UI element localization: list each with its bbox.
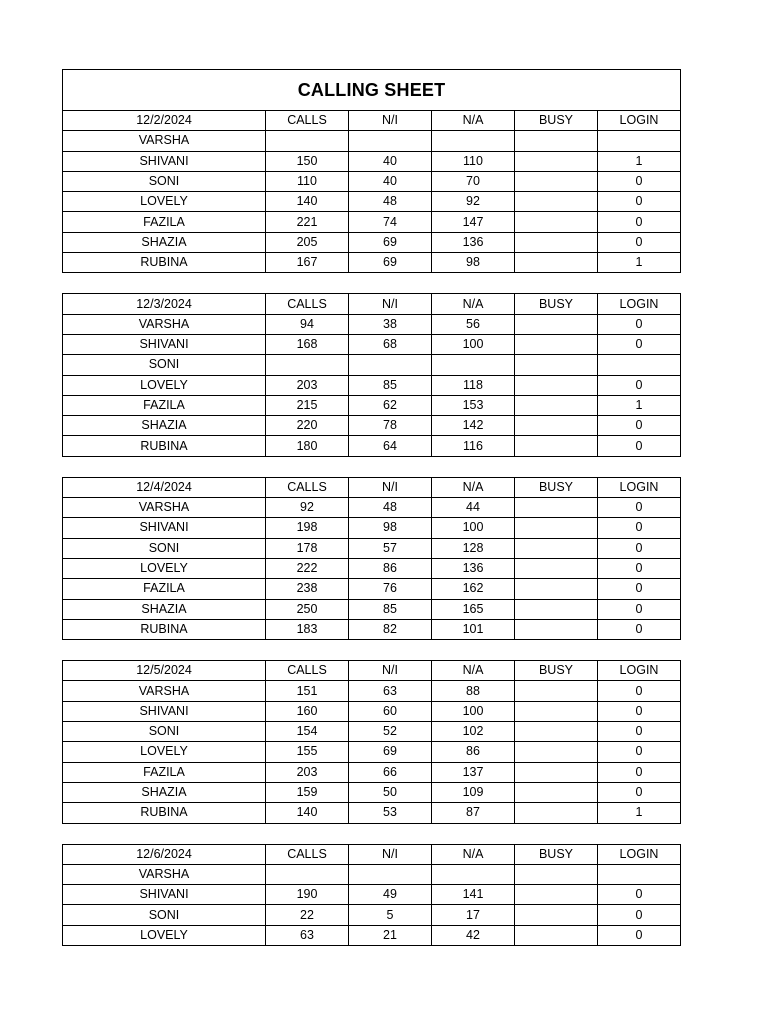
agent-name-cell: FAZILA [63, 762, 266, 782]
busy-cell [515, 355, 598, 375]
ni-cell: 62 [349, 395, 432, 415]
agent-name-cell: SONI [63, 171, 266, 191]
header-login: LOGIN [598, 844, 681, 864]
header-calls: CALLS [266, 294, 349, 314]
na-cell: 142 [432, 416, 515, 436]
agent-name-cell: RUBINA [63, 803, 266, 823]
na-cell: 56 [432, 314, 515, 334]
calls-cell: 190 [266, 885, 349, 905]
header-login: LOGIN [598, 661, 681, 681]
login-cell: 0 [598, 171, 681, 191]
table-row [63, 701, 681, 721]
calls-cell: 22 [266, 905, 349, 925]
agent-name-cell: VARSHA [63, 498, 266, 518]
busy-cell [515, 131, 598, 151]
sheet-title: CALLING SHEET [63, 70, 681, 111]
block-spacer [62, 273, 680, 293]
login-cell: 0 [598, 619, 681, 639]
header-calls: CALLS [266, 111, 349, 131]
agent-name-cell: SHAZIA [63, 599, 266, 619]
na-cell: 100 [432, 334, 515, 354]
agent-name-cell: SONI [63, 538, 266, 558]
na-cell [432, 355, 515, 375]
ni-cell [349, 355, 432, 375]
busy-cell [515, 701, 598, 721]
login-cell: 0 [598, 722, 681, 742]
table-row [63, 864, 681, 884]
table-row [63, 232, 681, 252]
header-ni: N/I [349, 661, 432, 681]
calls-cell [266, 131, 349, 151]
na-cell: 128 [432, 538, 515, 558]
busy-cell [515, 375, 598, 395]
table-row [63, 925, 681, 945]
busy-cell [515, 599, 598, 619]
calls-cell: 94 [266, 314, 349, 334]
table-row [63, 538, 681, 558]
day-block-table [62, 69, 681, 273]
date-cell: 12/5/2024 [63, 661, 266, 681]
header-ni: N/I [349, 477, 432, 497]
login-cell: 0 [598, 314, 681, 334]
header-na: N/A [432, 661, 515, 681]
agent-name-cell: SHAZIA [63, 782, 266, 802]
na-cell: 116 [432, 436, 515, 456]
table-row [63, 681, 681, 701]
busy-cell [515, 395, 598, 415]
header-row [63, 477, 681, 497]
table-row [63, 334, 681, 354]
login-cell: 0 [598, 599, 681, 619]
table-row [63, 212, 681, 232]
login-cell: 0 [598, 232, 681, 252]
calls-cell: 150 [266, 151, 349, 171]
header-ni: N/I [349, 111, 432, 131]
calls-cell: 205 [266, 232, 349, 252]
agent-name-cell: LOVELY [63, 375, 266, 395]
table-row [63, 885, 681, 905]
busy-cell [515, 518, 598, 538]
calls-cell [266, 355, 349, 375]
ni-cell: 52 [349, 722, 432, 742]
na-cell: 88 [432, 681, 515, 701]
date-cell: 12/3/2024 [63, 294, 266, 314]
busy-cell [515, 925, 598, 945]
na-cell: 87 [432, 803, 515, 823]
login-cell [598, 131, 681, 151]
login-cell: 0 [598, 192, 681, 212]
header-calls: CALLS [266, 477, 349, 497]
table-row [63, 762, 681, 782]
calls-cell: 155 [266, 742, 349, 762]
ni-cell: 40 [349, 151, 432, 171]
busy-cell [515, 762, 598, 782]
login-cell: 0 [598, 885, 681, 905]
header-login: LOGIN [598, 111, 681, 131]
calls-cell: 222 [266, 558, 349, 578]
na-cell: 101 [432, 619, 515, 639]
ni-cell: 64 [349, 436, 432, 456]
login-cell: 0 [598, 701, 681, 721]
calling-sheet [62, 69, 680, 946]
table-row [63, 395, 681, 415]
agent-name-cell: SHIVANI [63, 151, 266, 171]
header-calls: CALLS [266, 844, 349, 864]
date-cell: 12/6/2024 [63, 844, 266, 864]
agent-name-cell: RUBINA [63, 436, 266, 456]
busy-cell [515, 864, 598, 884]
table-row [63, 498, 681, 518]
login-cell: 1 [598, 395, 681, 415]
ni-cell: 5 [349, 905, 432, 925]
table-row [63, 803, 681, 823]
ni-cell: 49 [349, 885, 432, 905]
table-row [63, 558, 681, 578]
calls-cell: 203 [266, 375, 349, 395]
calls-cell: 180 [266, 436, 349, 456]
agent-name-cell: SHAZIA [63, 416, 266, 436]
header-ni: N/I [349, 294, 432, 314]
ni-cell: 57 [349, 538, 432, 558]
header-na: N/A [432, 477, 515, 497]
calls-cell: 221 [266, 212, 349, 232]
agent-name-cell: SHIVANI [63, 334, 266, 354]
login-cell: 1 [598, 803, 681, 823]
na-cell: 109 [432, 782, 515, 802]
login-cell: 0 [598, 925, 681, 945]
ni-cell: 74 [349, 212, 432, 232]
na-cell: 92 [432, 192, 515, 212]
login-cell: 0 [598, 558, 681, 578]
table-row [63, 375, 681, 395]
date-cell: 12/4/2024 [63, 477, 266, 497]
busy-cell [515, 416, 598, 436]
calls-cell: 154 [266, 722, 349, 742]
header-busy: BUSY [515, 294, 598, 314]
na-cell: 147 [432, 212, 515, 232]
login-cell: 0 [598, 416, 681, 436]
agent-name-cell: SONI [63, 905, 266, 925]
busy-cell [515, 538, 598, 558]
login-cell: 0 [598, 782, 681, 802]
agent-name-cell: FAZILA [63, 579, 266, 599]
agent-name-cell: SONI [63, 722, 266, 742]
day-block-table [62, 477, 681, 640]
login-cell: 0 [598, 436, 681, 456]
day-block-table [62, 660, 681, 823]
ni-cell: 48 [349, 192, 432, 212]
ni-cell: 40 [349, 171, 432, 191]
day-block-table [62, 293, 681, 456]
ni-cell [349, 864, 432, 884]
na-cell: 153 [432, 395, 515, 415]
calls-cell: 203 [266, 762, 349, 782]
busy-cell [515, 334, 598, 354]
login-cell: 0 [598, 334, 681, 354]
ni-cell: 69 [349, 742, 432, 762]
date-cell: 12/2/2024 [63, 111, 266, 131]
calls-cell: 178 [266, 538, 349, 558]
calls-cell: 250 [266, 599, 349, 619]
table-row [63, 416, 681, 436]
login-cell: 0 [598, 518, 681, 538]
table-row [63, 742, 681, 762]
busy-cell [515, 498, 598, 518]
calls-cell: 151 [266, 681, 349, 701]
na-cell: 42 [432, 925, 515, 945]
calls-cell: 220 [266, 416, 349, 436]
busy-cell [515, 722, 598, 742]
login-cell [598, 355, 681, 375]
login-cell: 0 [598, 538, 681, 558]
busy-cell [515, 232, 598, 252]
header-busy: BUSY [515, 111, 598, 131]
na-cell: 17 [432, 905, 515, 925]
na-cell: 44 [432, 498, 515, 518]
ni-cell: 63 [349, 681, 432, 701]
block-spacer [62, 824, 680, 844]
day-block-table [62, 844, 681, 946]
calls-cell: 238 [266, 579, 349, 599]
ni-cell: 69 [349, 232, 432, 252]
calls-cell: 168 [266, 334, 349, 354]
header-ni: N/I [349, 844, 432, 864]
busy-cell [515, 681, 598, 701]
busy-cell [515, 151, 598, 171]
table-row [63, 355, 681, 375]
table-row [63, 192, 681, 212]
header-row [63, 294, 681, 314]
table-row [63, 314, 681, 334]
table-row [63, 131, 681, 151]
busy-cell [515, 212, 598, 232]
busy-cell [515, 619, 598, 639]
ni-cell: 98 [349, 518, 432, 538]
ni-cell: 38 [349, 314, 432, 334]
header-row [63, 844, 681, 864]
block-spacer [62, 640, 680, 660]
calls-cell: 63 [266, 925, 349, 945]
na-cell: 100 [432, 518, 515, 538]
login-cell: 0 [598, 579, 681, 599]
calls-cell: 198 [266, 518, 349, 538]
agent-name-cell: VARSHA [63, 681, 266, 701]
busy-cell [515, 579, 598, 599]
header-row [63, 111, 681, 131]
title-row [63, 70, 681, 111]
login-cell: 1 [598, 151, 681, 171]
busy-cell [515, 436, 598, 456]
ni-cell: 66 [349, 762, 432, 782]
busy-cell [515, 192, 598, 212]
ni-cell: 60 [349, 701, 432, 721]
na-cell: 118 [432, 375, 515, 395]
calls-cell: 159 [266, 782, 349, 802]
agent-name-cell: LOVELY [63, 558, 266, 578]
table-row [63, 722, 681, 742]
busy-cell [515, 314, 598, 334]
header-calls: CALLS [266, 661, 349, 681]
login-cell: 0 [598, 498, 681, 518]
table-row [63, 619, 681, 639]
busy-cell [515, 171, 598, 191]
ni-cell: 85 [349, 375, 432, 395]
agent-name-cell: SHIVANI [63, 701, 266, 721]
header-na: N/A [432, 844, 515, 864]
table-row [63, 151, 681, 171]
agent-name-cell: LOVELY [63, 192, 266, 212]
na-cell: 141 [432, 885, 515, 905]
agent-name-cell: VARSHA [63, 314, 266, 334]
ni-cell: 86 [349, 558, 432, 578]
agent-name-cell: FAZILA [63, 212, 266, 232]
calls-cell: 183 [266, 619, 349, 639]
table-row [63, 782, 681, 802]
ni-cell: 85 [349, 599, 432, 619]
ni-cell: 50 [349, 782, 432, 802]
header-login: LOGIN [598, 294, 681, 314]
busy-cell [515, 885, 598, 905]
ni-cell: 76 [349, 579, 432, 599]
na-cell: 70 [432, 171, 515, 191]
na-cell: 98 [432, 253, 515, 273]
block-spacer [62, 457, 680, 477]
table-row [63, 518, 681, 538]
na-cell: 86 [432, 742, 515, 762]
table-row [63, 253, 681, 273]
calls-cell: 110 [266, 171, 349, 191]
login-cell: 0 [598, 681, 681, 701]
table-row [63, 599, 681, 619]
busy-cell [515, 742, 598, 762]
header-busy: BUSY [515, 844, 598, 864]
na-cell: 136 [432, 558, 515, 578]
agent-name-cell: FAZILA [63, 395, 266, 415]
agent-name-cell: VARSHA [63, 864, 266, 884]
na-cell: 162 [432, 579, 515, 599]
table-row [63, 171, 681, 191]
ni-cell: 69 [349, 253, 432, 273]
header-login: LOGIN [598, 477, 681, 497]
agent-name-cell: LOVELY [63, 925, 266, 945]
agent-name-cell: RUBINA [63, 619, 266, 639]
calls-cell [266, 864, 349, 884]
table-row [63, 436, 681, 456]
busy-cell [515, 905, 598, 925]
ni-cell: 78 [349, 416, 432, 436]
calls-cell: 167 [266, 253, 349, 273]
na-cell: 165 [432, 599, 515, 619]
ni-cell: 68 [349, 334, 432, 354]
calls-cell: 140 [266, 803, 349, 823]
header-na: N/A [432, 294, 515, 314]
na-cell: 110 [432, 151, 515, 171]
busy-cell [515, 782, 598, 802]
table-row [63, 905, 681, 925]
table-row [63, 579, 681, 599]
calls-cell: 140 [266, 192, 349, 212]
na-cell: 137 [432, 762, 515, 782]
login-cell [598, 864, 681, 884]
ni-cell: 48 [349, 498, 432, 518]
agent-name-cell: SHAZIA [63, 232, 266, 252]
login-cell: 0 [598, 762, 681, 782]
busy-cell [515, 558, 598, 578]
agent-name-cell: LOVELY [63, 742, 266, 762]
na-cell: 100 [432, 701, 515, 721]
login-cell: 1 [598, 253, 681, 273]
agent-name-cell: SONI [63, 355, 266, 375]
ni-cell: 21 [349, 925, 432, 945]
agent-name-cell: SHIVANI [63, 885, 266, 905]
login-cell: 0 [598, 742, 681, 762]
agent-name-cell: SHIVANI [63, 518, 266, 538]
header-row [63, 661, 681, 681]
header-busy: BUSY [515, 477, 598, 497]
calls-cell: 160 [266, 701, 349, 721]
na-cell [432, 864, 515, 884]
login-cell: 0 [598, 375, 681, 395]
calls-cell: 215 [266, 395, 349, 415]
login-cell: 0 [598, 905, 681, 925]
ni-cell: 53 [349, 803, 432, 823]
na-cell [432, 131, 515, 151]
header-na: N/A [432, 111, 515, 131]
ni-cell [349, 131, 432, 151]
busy-cell [515, 803, 598, 823]
ni-cell: 82 [349, 619, 432, 639]
busy-cell [515, 253, 598, 273]
na-cell: 102 [432, 722, 515, 742]
agent-name-cell: VARSHA [63, 131, 266, 151]
agent-name-cell: RUBINA [63, 253, 266, 273]
calls-cell: 92 [266, 498, 349, 518]
na-cell: 136 [432, 232, 515, 252]
header-busy: BUSY [515, 661, 598, 681]
login-cell: 0 [598, 212, 681, 232]
